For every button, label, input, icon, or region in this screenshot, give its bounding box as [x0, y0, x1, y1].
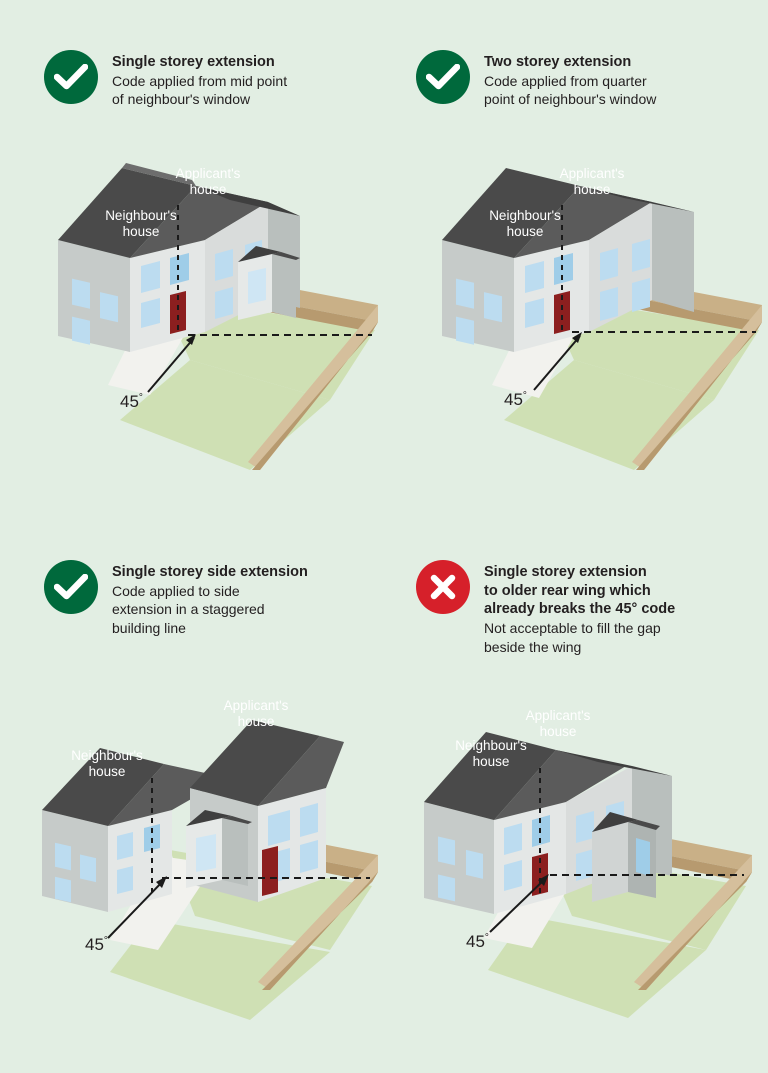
illustration-two-storey-extension [384, 0, 768, 553]
panel-title-line-2: to older rear wing which [484, 582, 651, 599]
panel-single-storey-extension-older-rear-wing [384, 520, 768, 1073]
panel-subtitle-line-1: Code applied from mid point [112, 72, 288, 89]
panel-title: Two storey extension [484, 54, 632, 70]
panel-title: Single storey side extension [112, 564, 308, 580]
label-applicant-line-2: house [189, 181, 227, 197]
label-neighbour-line-2: house [506, 223, 544, 239]
label-applicant-line-1: Applicant's [525, 708, 591, 723]
label-applicant-line-1: Applicant's [559, 166, 625, 181]
illustration-svg [0, 520, 384, 1073]
angle-value: 45 [504, 390, 523, 409]
angle-value: 45 [120, 392, 139, 411]
panel-title-line-1: Single storey extension [484, 564, 647, 580]
label-neighbour-line-2: house [122, 223, 160, 239]
panel-subtitle-line-2: of neighbour's window [112, 91, 251, 108]
panel-subtitle-line-1: Code applied to side [112, 582, 240, 599]
angle-unit: ° [103, 935, 108, 947]
illustration-svg [0, 0, 384, 520]
label-neighbour-line-1: Neighbour's [105, 208, 177, 223]
angle-unit: ° [138, 392, 143, 404]
panel-single-storey-extension [0, 0, 384, 520]
label-applicant-line-2: house [573, 181, 611, 197]
label-applicant-line-1: Applicant's [175, 166, 241, 181]
label-applicant-line-2: house [237, 713, 275, 729]
panel-subtitle-line-3: building line [112, 620, 186, 637]
panel-subtitle-line-2: beside the wing [484, 638, 582, 655]
label-applicant-line-1: Applicant's [223, 698, 289, 713]
label-angle-45 [120, 392, 143, 412]
label-angle-45 [504, 390, 527, 410]
angle-unit: ° [484, 932, 489, 944]
panel-two-storey-extension [384, 0, 768, 520]
illustration-single-storey-extension [0, 0, 384, 553]
panel-subtitle-line-1: Code applied from quarter [484, 72, 647, 89]
label-neighbour-line-1: Neighbour's [455, 738, 527, 753]
label-angle-45 [466, 932, 489, 952]
panel-subtitle-line-2: point of neighbour's window [484, 91, 657, 108]
illustration-older-rear-wing [384, 520, 768, 1073]
label-neighbour-line-2: house [88, 763, 126, 779]
panel-title: Single storey extension [112, 54, 275, 70]
label-neighbour-line-1: Neighbour's [489, 208, 561, 223]
label-applicant-line-2: house [539, 723, 577, 739]
panel-title-line-3: already breaks the 45° code [484, 601, 676, 618]
label-angle-45 [85, 935, 108, 955]
label-neighbour-line-2: house [472, 753, 510, 769]
panel-single-storey-side-extension [0, 520, 384, 1073]
angle-value: 45 [85, 935, 104, 954]
panel-subtitle-line-1: Not acceptable to fill the gap [484, 619, 661, 636]
illustration-single-storey-side-extension [0, 520, 384, 1073]
label-neighbour-line-1: Neighbour's [71, 748, 143, 763]
illustration-svg [384, 0, 768, 520]
angle-unit: ° [522, 390, 527, 402]
illustration-svg [384, 520, 768, 1073]
panel-subtitle-line-2: extension in a staggered [112, 601, 265, 618]
angle-value: 45 [466, 932, 485, 951]
